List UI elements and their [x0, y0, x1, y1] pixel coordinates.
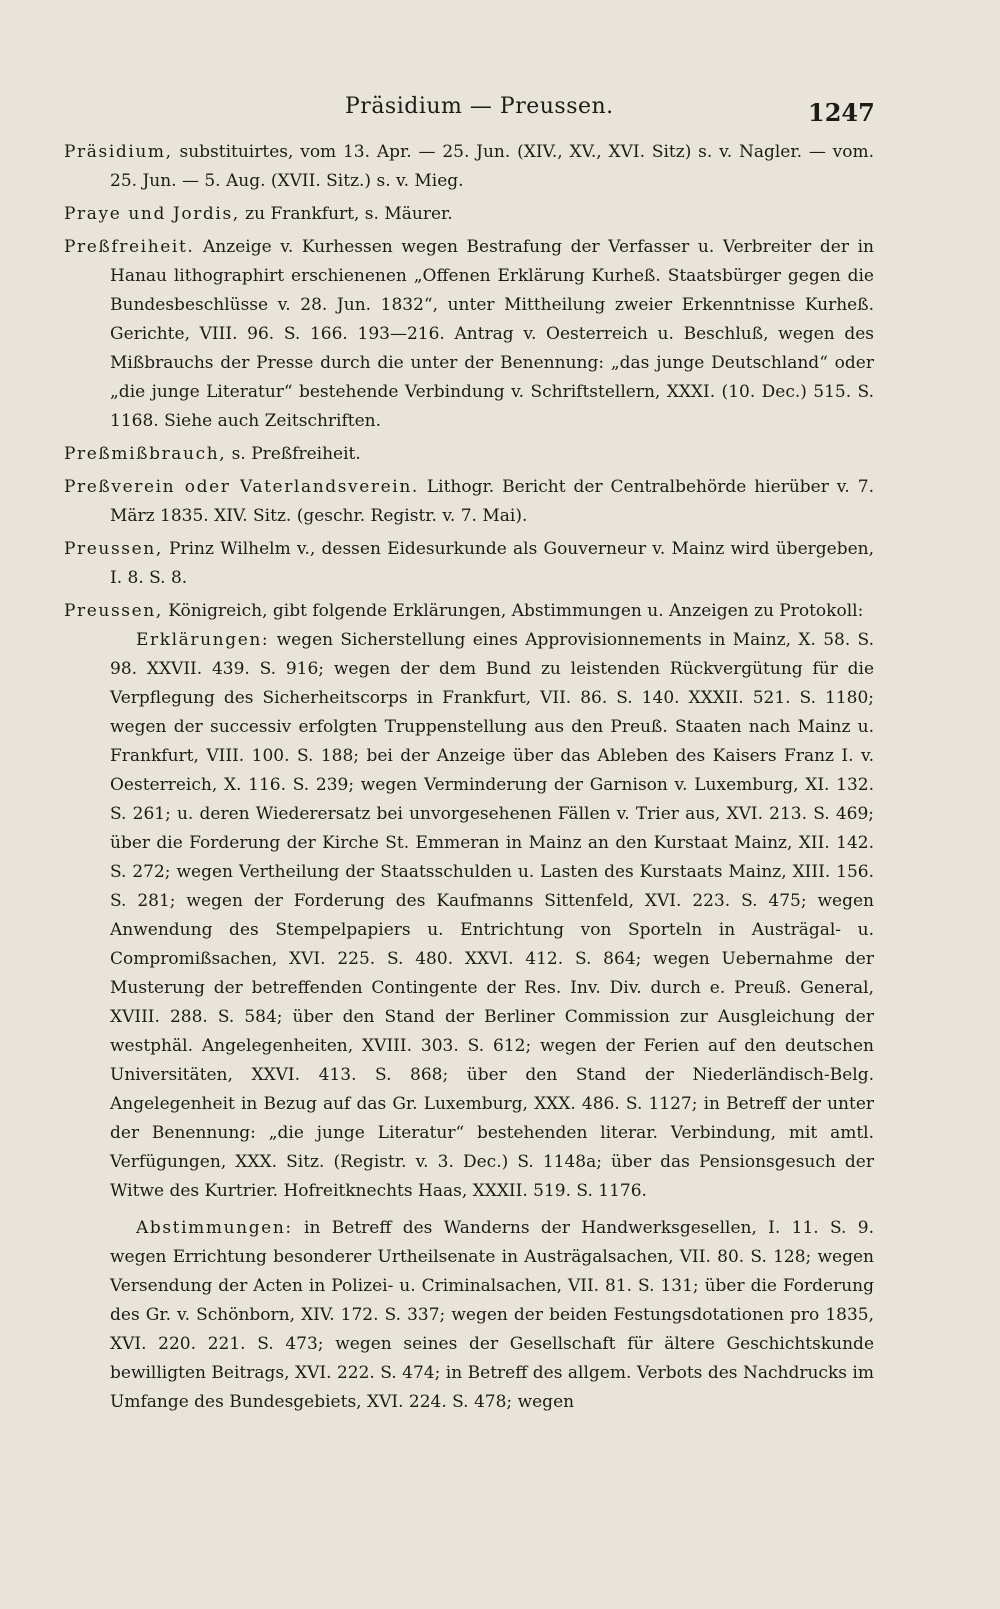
entry-text: Prinz Wilhelm v., dessen Eidesurkunde als Gouverneur v. Mainz wird übergeben, I. 8. S. 8. — [110, 539, 874, 588]
entry-text: zu Frankfurt, s. Mäurer. — [239, 204, 453, 224]
index-entry — [64, 440, 874, 469]
entry-text: Lithogr. Bericht der Centralbehörde hierüber v. 7. März 1835. XIV. Sitz. (geschr. Registr. v. 7. Mai). — [110, 477, 874, 526]
entry-term: Praye und Jordis, — [64, 204, 240, 224]
index-entry — [64, 138, 874, 196]
index-entry — [64, 535, 874, 593]
entry-term: Preussen, — [64, 539, 163, 559]
abstimmungen-paragraph — [110, 1214, 874, 1417]
index-entry — [64, 233, 874, 436]
entry-text: Anzeige v. Kurhessen wegen Bestrafung der Verfasser u. Verbreiter der in Hanau lithographirt erschienenen „Offenen Erklärung Kurheß. Staatsbürger gegen die Bundesbeschlüsse v. 28. Jun. 1832“, unter Mittheilung zweier Erkenntnisse Kurheß. Gerichte, VIII. 96. S. 166. 193—216. Antrag v. Oesterreich u. Beschluß, wegen des Mißbrauchs der Presse durch die unter der Benennung: „das junge Deutschland“ oder „die junge Literatur“ bestehende Verbindung v. Schriftstellern, XXXI. (10. Dec.) 515. S. 1168. Siehe auch Zeitschriften. — [110, 237, 874, 431]
index-entry — [64, 200, 874, 229]
abstimmungen-text: in Betreff des Wanderns der Handwerksgesellen, I. 11. S. 9. wegen Errichtung besonderer Urtheilsenate in Austrägalsachen, VII. 80. S. 128; wegen Versendung der Acten in Polizei- u. Criminalsachen, VII. 81. S. 131; über die Forderung des Gr. v. Schönborn, XIV. 172. S. 337; wegen der beiden Festungsdotationen pro 1835, XVI. 220. 221. S. 473; wegen seines der Gesellschaft für ältere Geschichtskunde bewilligten Beitrags, XVI. 222. S. 474; in Betreff des allgem. Verbots des Nachdrucks im Umfange des Bundesgebiets, XVI. 224. S. 478; wegen — [110, 1218, 874, 1412]
erklaerungen-text: wegen Sicherstellung eines Approvisionnements in Mainz, X. 58. S. 98. XXVII. 439. S. 916; wegen der dem Bund zu leistenden Rückvergütung für die Verpflegung des Sicherheitscorps in Frankfurt, VII. 86. S. 140. XXXII. 521. S. 1180; wegen der successiv erfolgten Truppenstellung aus den Preuß. Staaten nach Mainz u. Frankfurt, VIII. 100. S. 188; bei der Anzeige über das Ableben des Kaisers Franz I. v. Oesterreich, X. 116. S. 239; wegen Verminderung der Garnison v. Luxemburg, XI. 132. S. 261; u. deren Wiederersatz bei unvorgesehenen Fällen v. Trier aus, XVI. 213. S. 469; über die Forderung der Kirche St. Emmeran in Mainz an den Kurstaat Mainz, XII. 142. S. 272; wegen Vertheilung der Staatsschulden u. Lasten des Kurstaats Mainz, XIII. 156. S. 281; wegen der Forderung des Kaufmanns Sittenfeld, XVI. 223. S. 475; wegen Anwendung des Stempelpapiers u. Entrichtung von Sporteln in Austrägal- u. Compromißsachen, XVI. 225. S. 480. XXVI. 412. S. 864; wegen Uebernahme der Musterung der betreffenden Contingente der Res. Inv. Div. durch e. Preuß. General, XVIII. 288. S. 584; über den Stand der Berliner Commission zur Ausgleichung der westphäl. Angelegenheiten, XVIII. 303. S. 612; wegen der Ferien auf den deutschen Universitäten, XXVI. 413. S. 868; über den Stand der Niederländisch-Belg. Angelegenheit in Bezug auf das Gr. Luxemburg, XXX. 486. S. 1127; in Betreff der unter der Benennung: „die junge Literatur“ bestehenden literar. Verbindung, mit amtl. Verfügungen, XXX. Sitz. (Registr. v. 3. Dec.) S. 1148a; über das Pensionsgesuch der Witwe des Kurtrier. Hofreitknechts Haas, XXXII. 519. S. 1176. — [110, 630, 874, 1201]
running-title: Präsidium — Preussen. — [345, 94, 614, 119]
entry-text: s. Preßfreiheit. — [226, 444, 361, 464]
entry-term: Preßfreiheit. — [64, 237, 195, 257]
erklaerungen-label: Erklärungen: — [136, 630, 270, 650]
entry-term: Preßmißbrauch, — [64, 444, 227, 464]
entry-term: Preussen, — [64, 601, 163, 621]
index-entry — [64, 473, 874, 531]
index-body — [64, 138, 874, 1417]
entry-term: Präsidium, — [64, 142, 173, 162]
page-number: 1247 — [808, 98, 875, 127]
entry-term: Preßverein oder Vaterlandsverein. — [64, 477, 419, 497]
entry-text: substituirtes, vom 13. Apr. — 25. Jun. (XIV., XV., XVI. Sitz) s. v. Nagler. — vom. 25. Jun. — 5. Aug. (XVII. Sitz.) s. v. Mieg. — [110, 142, 874, 191]
abstimmungen-label: Abstimmungen: — [136, 1218, 293, 1238]
page-header — [0, 92, 1000, 132]
erklaerungen-paragraph — [110, 626, 874, 1206]
entry-text: Königreich, gibt folgende Erklärungen, Abstimmungen u. Anzeigen zu Protokoll: — [162, 601, 864, 621]
index-entry-preussen-koenigreich — [64, 597, 874, 1206]
